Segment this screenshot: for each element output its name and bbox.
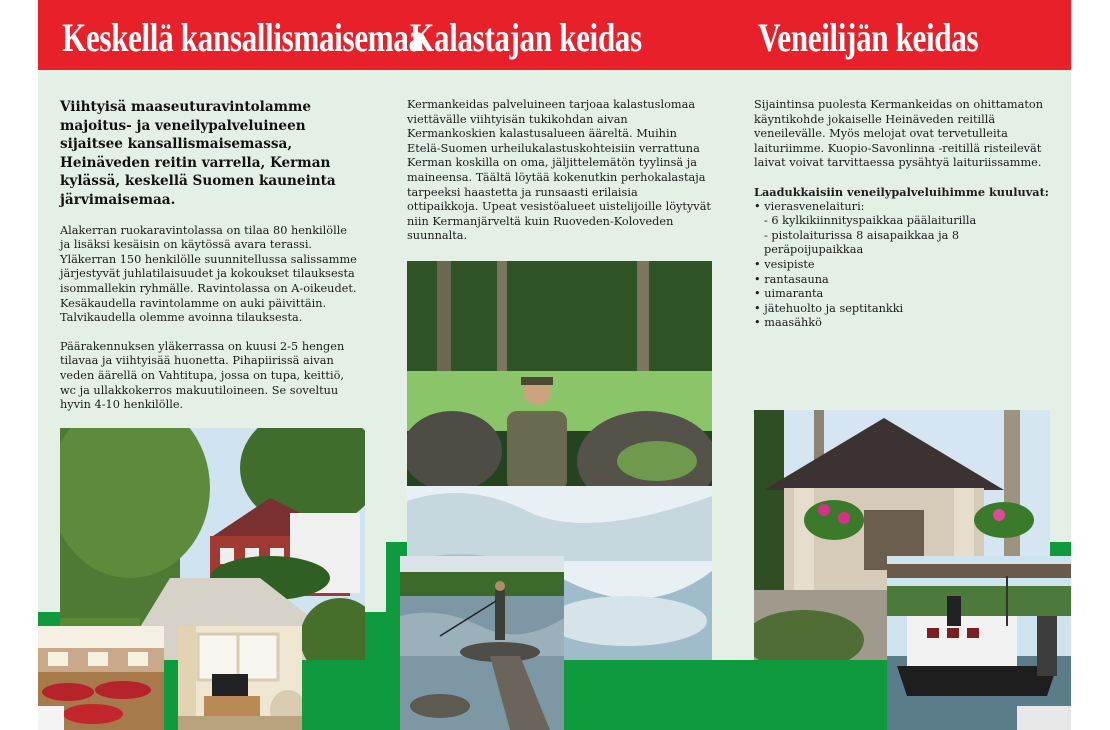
service-item: • maasähkö [754, 316, 822, 330]
services-title: Laadukkaisiin veneilypalveluihimme kuuluvat: [754, 184, 1049, 199]
restaurant-paragraph: Alakerran ruokaravintolassa on tilaa 80 henkilölle ja lisäksi kesäisin on käytössä avara terassi. Yläkerran 150 henkilölle suunnitellussa salissamme järjestyvät juhlatilaisuudet ja kokoukset tilauksesta isommallekin ryhmälle. Ravintolassa on A-oikeudet. Kesäkaudella ravintolamme on auki päivittäin. Talvikaudella olemme avoinna tilauksesta. [60, 223, 357, 325]
lead-paragraph: Viihtyisä maaseuturavintolamme majoitus- ja veneilypalveluineen sijaitsee kansallismaisemassa, Heinäveden reitin varrella, Kerman kylässä, keskellä Suomen kauneinta järvimaisemaa. [60, 99, 336, 208]
services-list [754, 200, 1054, 331]
service-item: • vierasvenelaituri: [754, 199, 865, 213]
column-2-text [407, 98, 712, 258]
service-item: - 6 kylkikiinnityspaikkaa päälaiturilla [764, 214, 977, 228]
brochure-page [38, 0, 1071, 730]
guest-room-photo [178, 626, 302, 730]
service-item: • rantasauna [754, 272, 829, 286]
heading-column-1: Keskellä kansallismaisemaa [62, 15, 424, 60]
steamboat-photo [887, 556, 1071, 730]
service-item: • vesipiste [754, 257, 815, 271]
service-item: • uimaranta [754, 287, 824, 301]
service-item: - pistolaiturissa 8 aisapaikkaa ja 8 peräpoijupaikkaa [764, 228, 960, 257]
restaurant-hall-photo [38, 626, 164, 730]
fishing-paragraph: Kermankeidas palveluineen tarjoaa kalastuslomaa viettävälle viihtyisän tukikohdan aivan Kermankoskien kalastusalueen ääreltä. Muihin Etelä-Suomen urheilukalastuskohteisiin verrattuna Kerman koskilla on oma, jäljittelemätön tyylinsä ja maineensa. Täältä löytää kokenutkin perhokalastaja tarpeeksi haastetta ja runsaasti erilaisia ottipaikkoja. Upeat vesistöalueet uistelijoille löytyvät niin Kermanjärveltä kuin Ruoveden-Koloveden suunnalta. [407, 98, 711, 243]
column-3-text [754, 98, 1054, 331]
accommodation-paragraph: Päärakennuksen yläkerrassa on kuusi 2-5 hengen tilavaa ja viihtyisää huonetta. Pihapiirissä aivan veden äärellä on Vahtitupa, jossa on tupa, keittiö, wc ja ullakkokerros makuutiloineen. Se soveltuu hyvin 4-10 henkilölle. [60, 339, 345, 412]
green-strip-bottom [578, 660, 878, 730]
column-1-text [60, 98, 360, 427]
boating-paragraph: Sijaintinsa puolesta Kermankeidas on ohittamaton käyntikohde jokaiselle Heinäveden reitillä veneilevälle. Myös melojat ovat tervetulleita laituriimme. Kuopio-Savonlinna -reitillä risteilevät laivat voivat tarvittaessa pysähtyä laituriissamme. [754, 98, 1043, 170]
heading-column-2: Kalastajan keidas [410, 15, 642, 60]
service-item: • jätehuolto ja septitankki [754, 301, 904, 315]
heading-column-3: Veneilijän keidas [758, 15, 979, 60]
angler-on-rock-photo [400, 556, 564, 730]
